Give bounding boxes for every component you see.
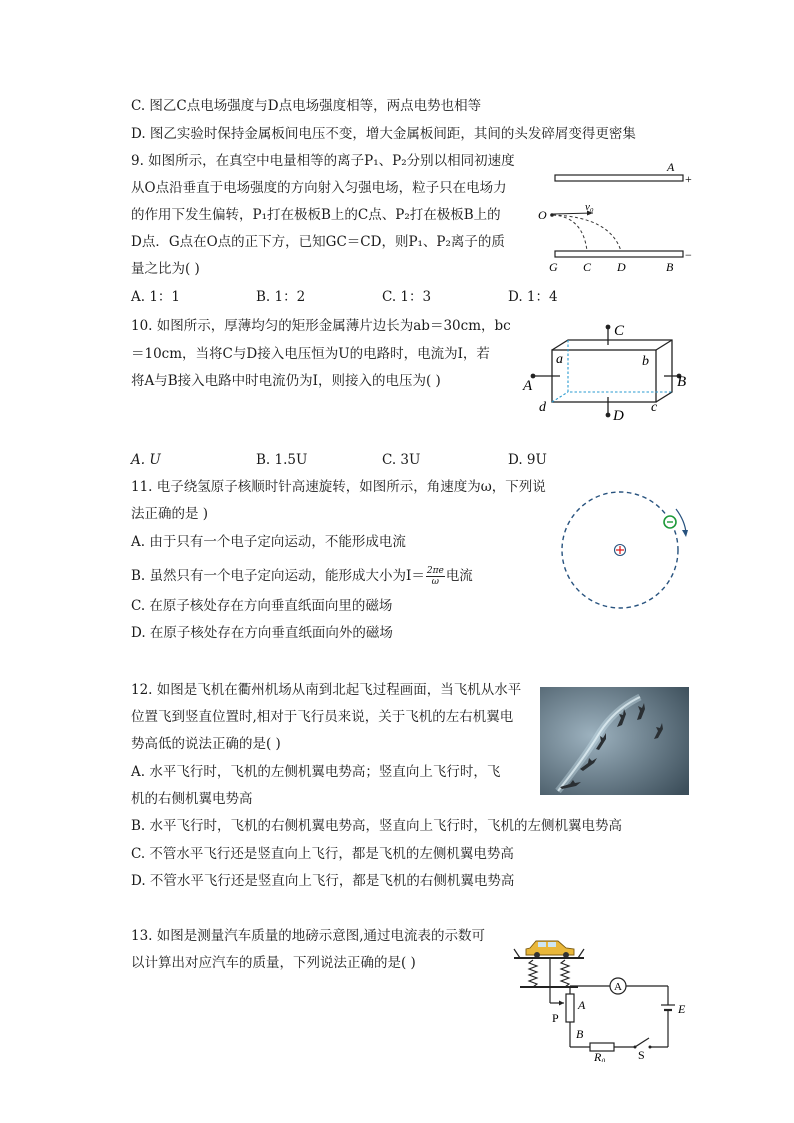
- q11-option-a: A. 由于只有一个电子定向运动，不能形成电流: [131, 534, 406, 550]
- q9-option-d: D. 1：4: [508, 289, 558, 305]
- q12-line-1: 12. 如图是飞机在衢州机场从南到北起飞过程画面，当飞机从水平: [131, 682, 522, 698]
- q9-line-4: D点．G点在O点的正下方，已知GC＝CD，则P₁、P₂离子的质: [131, 234, 505, 250]
- spring-left: [529, 960, 537, 987]
- prev-option-c: C. 图乙C点电场强度与D点电场强度相等，两点电势也相等: [131, 98, 482, 114]
- q12-line-3: 势高低的说法正确的是( ): [131, 736, 281, 752]
- q13-line-1: 13. 如图是测量汽车质量的地磅示意图,通过电流表的示数可: [131, 928, 486, 944]
- label-d-corner: d: [539, 400, 546, 415]
- rotation-arrowhead: [682, 530, 688, 537]
- q12-option-a-1: A. 水平飞行时，飞机的左侧机翼电势高；竖直向上飞行时，飞: [131, 764, 501, 780]
- ammeter-label: A: [614, 981, 622, 993]
- plate-edge-b: [656, 340, 672, 350]
- q13-weighbridge-circuit: [510, 930, 695, 1062]
- q11-atom-diagram: [552, 485, 697, 615]
- q9-line-5: 量之比为( ): [131, 261, 200, 277]
- car-window-rear: [548, 942, 556, 947]
- label-plus: +: [685, 172, 692, 186]
- q11-fraction-denominator: ω: [431, 577, 439, 587]
- q13-line-2: 以计算出对应汽车的质量，下列说法正确的是( ): [131, 955, 416, 971]
- label-b: B: [666, 260, 674, 274]
- q11-option-b-text: B. 虽然只有一个电子定向运动，能形成大小为I＝: [131, 568, 425, 584]
- q10-metal-plate-diagram: [520, 318, 700, 428]
- rotation-arrow: [676, 509, 686, 533]
- q10-option-d: D. 9U: [508, 452, 547, 468]
- q10-option-a: A. U: [131, 452, 161, 468]
- q11-option-d: D. 在原子核处存在方向垂直纸面向外的磁场: [131, 625, 393, 641]
- car-window-front: [538, 942, 546, 947]
- plate-b: [555, 251, 683, 257]
- q10-option-c: C. 3U: [382, 452, 421, 468]
- platform-rail-right: [578, 949, 584, 958]
- q10-option-b: B. 1.5U: [256, 452, 308, 468]
- hidden-edge-d: [552, 392, 568, 402]
- plate-back-edges: [552, 340, 672, 402]
- q9-line-2: 从O点沿垂直于电场强度的方向射入匀强电场，粒子只在电场力: [131, 180, 507, 196]
- label-a-terminal: A: [523, 378, 533, 394]
- trajectory-p1: [553, 215, 587, 251]
- rheostat: [566, 994, 574, 1022]
- platform-rail-left: [514, 949, 520, 958]
- q11-option-b-suffix: 电流: [445, 568, 473, 584]
- label-g: G: [549, 260, 558, 274]
- q11-fraction: [426, 566, 445, 587]
- label-b-end: B: [576, 1027, 584, 1041]
- label-r0: R₀: [594, 1050, 606, 1062]
- label-v0: v₀: [585, 201, 594, 213]
- label-c: C: [583, 260, 592, 274]
- trajectory-p2: [553, 215, 621, 251]
- q11-line-2: 法正确的是 ): [131, 506, 209, 522]
- q12-option-c: C. 不管水平飞行还是竖直向上飞行，都是飞机的左侧机翼电势高: [131, 846, 514, 862]
- q9-line-1: 9. 如图所示，在真空中电量相等的离子P₁、P₂分别以相同初速度: [131, 153, 515, 169]
- terminal-d-dot: [606, 413, 611, 418]
- label-s: S: [638, 1048, 645, 1062]
- terminal-c-dot: [606, 325, 611, 330]
- q11-fraction-numerator: 2πe: [426, 566, 444, 576]
- q9-line-3: 的作用下发生偏转，P₁打在极板B上的C点、P₂打在极板B上的: [131, 207, 501, 223]
- q12-option-b: B. 水平飞行时，飞机的右侧机翼电势高，竖直向上飞行时，飞机的左侧机翼电势高: [131, 818, 623, 834]
- label-a-corner: a: [556, 352, 563, 367]
- q10-line-3: 将A与B接入电路中时电流仍为I，则接入的电压为( ): [131, 373, 441, 389]
- label-o: O: [538, 208, 547, 222]
- label-b-terminal: B: [677, 374, 687, 390]
- q9-field-diagram: [535, 155, 705, 280]
- q10-line-2: ＝10cm，当将C与D接入电压恒为U的电路时，电流为I，若: [131, 346, 490, 362]
- label-b-corner: b: [642, 354, 649, 369]
- label-minus: −: [685, 248, 692, 262]
- q12-line-2: 位置飞到竖直位置时,相对于飞行员来说，关于飞机的左右机翼电: [131, 709, 514, 725]
- q11-option-b: [131, 566, 473, 587]
- slider-arrowhead: [559, 1001, 564, 1006]
- label-a-end: A: [578, 998, 586, 1012]
- label-a: A: [667, 160, 675, 174]
- battery-label: E: [678, 1002, 686, 1016]
- prev-option-d: D. 图乙实验时保持金属板间电压不变，增大金属板间距，其间的头发碎屑变得更密集: [131, 126, 636, 142]
- q12-airplane-photo: [540, 687, 689, 795]
- label-d: D: [617, 260, 626, 274]
- q9-option-c: C. 1：3: [382, 289, 432, 305]
- q10-line-1: 10. 如图所示，厚薄均匀的矩形金属薄片边长为ab＝30cm，bc: [131, 318, 511, 334]
- q12-option-d: D. 不管水平飞行还是竖直向上飞行，都是飞机的右侧机翼电势高: [131, 873, 515, 889]
- label-d-terminal: D: [613, 408, 624, 424]
- q9-option-b: B. 1：2: [256, 289, 306, 305]
- label-p: P: [552, 1011, 559, 1025]
- plate-a: [555, 175, 683, 181]
- label-c-terminal: C: [614, 323, 625, 339]
- switch-blade[interactable]: [635, 1038, 649, 1047]
- q12-option-a-2: 机的右侧机翼电势高: [131, 791, 253, 807]
- photo-sky: [540, 687, 689, 795]
- spring-right: [561, 960, 569, 987]
- label-c-corner: c: [651, 400, 658, 415]
- q9-option-a: A. 1：1: [131, 289, 181, 305]
- q11-option-c: C. 在原子核处存在方向垂直纸面向里的磁场: [131, 598, 393, 614]
- q11-line-1: 11. 电子绕氢原子核顺时针高速旋转，如图所示，角速度为ω，下列说: [131, 479, 546, 495]
